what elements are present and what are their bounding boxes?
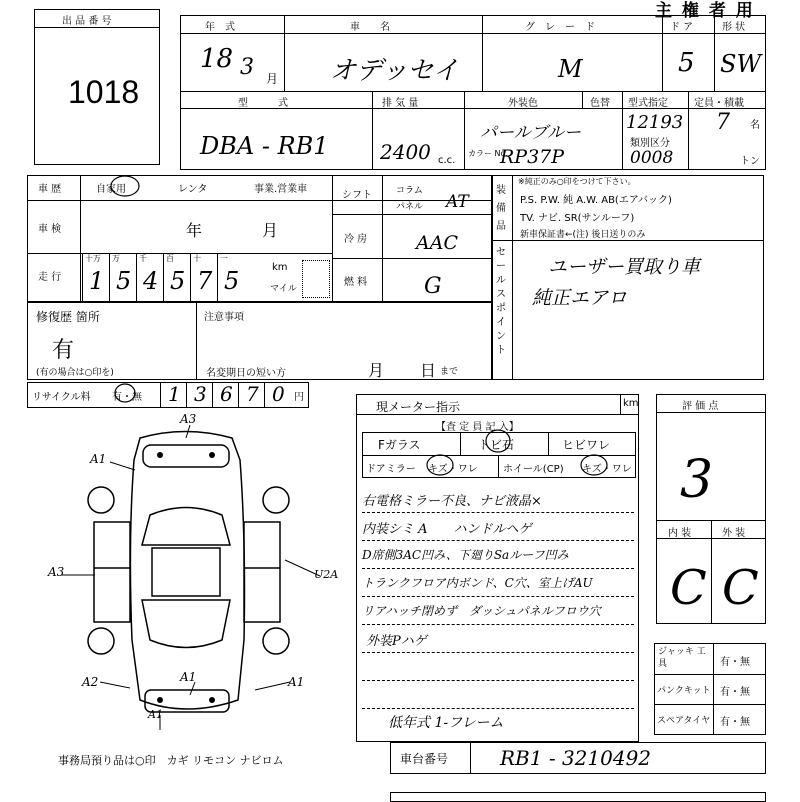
mileage-digit-cell <box>163 253 190 302</box>
diagram-footer: 事務局預り品は○印 カギ リモコン ナビロム <box>58 754 284 767</box>
recycle-unit: 円 <box>294 392 304 403</box>
mileage-digit-cell <box>217 253 244 302</box>
grade-label: グ レ ー ド <box>525 22 595 33</box>
shift-option-column: コラム <box>396 186 423 196</box>
grade-value: M <box>558 55 583 83</box>
recycle-digit: 0 <box>272 382 285 406</box>
recycle-digit: 7 <box>246 382 259 406</box>
capacity-label: 定員・積載 <box>694 98 744 109</box>
tool-repair-kit-options: 有・無 <box>720 687 750 698</box>
mark-rear: A1 <box>148 708 163 721</box>
interior-score: C <box>670 560 707 616</box>
displacement-label: 排 気 量 <box>382 98 419 109</box>
frame-note: 低年式 1-フレーム <box>388 715 504 731</box>
tool-jack-options: 有・無 <box>720 657 750 668</box>
shift-value: AT <box>446 192 469 212</box>
mileage-unit-label: 万 <box>112 254 120 263</box>
mark-left-side: A3 <box>48 565 65 579</box>
note-line-2: 内装シミ A ハンドルヘゲ <box>362 522 532 537</box>
color-change-label: 色替 <box>590 98 610 109</box>
mileage-digit: 5 <box>170 267 186 295</box>
history-option-private: 自家用 <box>96 184 126 195</box>
mark-right-side: U2A <box>314 568 339 581</box>
mileage-digit-cell <box>109 253 136 302</box>
chassis-label: 車台番号 <box>400 752 449 766</box>
mark-rear-right: A1 <box>288 675 305 689</box>
mirror-value: キズ・ワレ <box>428 464 478 475</box>
recycle-digit-cell <box>212 382 238 408</box>
meter-label: 現メーター指示 <box>376 400 461 414</box>
year-value: 18 <box>200 44 234 74</box>
caution-label: 注意事項 <box>204 312 244 323</box>
mark-front: A3 <box>180 412 197 426</box>
ac-label: 冷 房 <box>344 234 368 245</box>
month-value: 3 <box>240 55 254 80</box>
exterior-score: C <box>722 560 759 616</box>
history-option-business: 事業.営業車 <box>254 184 308 195</box>
equipment-note: ※純正のみ○印をつけて下さい。 <box>518 177 636 186</box>
lot-number: 1018 <box>68 74 140 110</box>
mileage-check-box <box>302 260 330 298</box>
equipment-line3: 新車保証書←(注) 後日送りのみ <box>520 230 646 240</box>
inspector-label: 【査 定 員 記 入】 <box>436 422 519 433</box>
car-name-label: 車 名 <box>350 22 390 33</box>
lot-number-label: 出 品 番 号 <box>62 16 112 27</box>
mile-label: マイル <box>270 284 297 294</box>
mark-rear-center: A1 <box>180 670 197 684</box>
shaken-year: 年 <box>186 221 203 240</box>
displacement-value: 2400 <box>380 140 431 164</box>
fuel-label: 燃 料 <box>344 277 368 288</box>
mileage-digit-cell <box>82 253 109 302</box>
bottom-box <box>390 792 766 802</box>
equipment-line1: P.S. P.W. 純 A.W. AB(エアバック) <box>520 195 672 206</box>
recycle-digit: 3 <box>194 382 207 406</box>
displacement-unit: c.c. <box>438 155 456 166</box>
body-type-value: SW <box>720 50 762 78</box>
equipment-label: 装 備 品 <box>496 185 506 232</box>
name-change-until: まで <box>440 367 459 377</box>
mileage-unit-label: 一 <box>220 254 228 263</box>
capacity-unit: 名 <box>750 120 760 131</box>
doors-value: 5 <box>678 48 695 78</box>
recycle-digit-cell <box>264 382 290 408</box>
recycle-digit-cell <box>238 382 264 408</box>
meter-km: km <box>623 398 639 409</box>
doors-label: ド ア <box>670 22 694 33</box>
month-unit: 月 <box>266 72 279 86</box>
load-unit: トン <box>740 156 760 167</box>
tool-spare-tire-label: スペアタイヤ <box>657 716 711 726</box>
ac-value: AAC <box>416 232 458 254</box>
recycle-digit-cell <box>186 382 212 408</box>
exterior-color-label: 外装色 <box>508 98 538 109</box>
mark-front-left: A1 <box>90 452 107 466</box>
repair-label: 修復歴 箇所 <box>36 310 100 324</box>
recycle-digit: 1 <box>168 382 181 406</box>
note-line-4: トランクフロア内ボンド、C穴、室上げAU <box>362 576 593 590</box>
color-value: パールブルー <box>480 123 581 143</box>
model-value: DBA - RB1 <box>200 132 329 160</box>
note-line-1: 右電格ミラー不良、ナビ液晶× <box>362 494 542 509</box>
tool-spare-tire-options: 有・無 <box>720 717 750 728</box>
km-label: km <box>272 262 288 273</box>
sales-point-line2: 純正エアロ <box>532 287 628 309</box>
document-title: 主 権 者 用 <box>655 1 755 21</box>
mileage-digit: 1 <box>89 267 105 295</box>
hibiware-label: ヒビワレ <box>562 438 611 452</box>
fglass-label: Fガラス <box>378 438 421 452</box>
equipment-line2: TV. ナビ. SR(サンルーフ) <box>520 213 635 224</box>
sales-point-label: セールスポイント <box>496 247 506 356</box>
model-designation-label: 型式指定 <box>628 98 668 109</box>
car-name-value: オデッセイ <box>330 56 459 86</box>
recycle-options: 有・無 <box>112 392 142 403</box>
note-line-6: 外装Pハゲ <box>366 634 427 649</box>
recycle-digit-cell <box>160 382 186 408</box>
shaken-label: 車 検 <box>38 224 62 235</box>
mileage-digit: 5 <box>116 267 132 295</box>
fglass-value: トビ石 <box>478 438 515 452</box>
exterior-label: 外 装 <box>722 528 746 539</box>
mileage-unit-label: 千 <box>139 254 147 263</box>
color-no-label: カラー No. <box>468 149 508 158</box>
sales-point-line1: ユーザー買取り車 <box>548 256 701 278</box>
name-change-label: 名変期日の短い方 <box>206 368 286 379</box>
history-label: 車 歴 <box>38 184 62 195</box>
mirror-label: ドアミラー <box>366 464 416 475</box>
class-label: 類別区分 <box>630 138 670 149</box>
shaken-month: 月 <box>262 221 279 240</box>
tool-jack-label: ジャッキ 工 具 <box>658 647 706 669</box>
class-value: 0008 <box>630 148 674 168</box>
mileage-digit-cell <box>190 253 217 302</box>
repair-note: (有の場合は○印を) <box>36 368 114 378</box>
wheel-label: ホイール(CP) <box>503 464 564 475</box>
mark-rear-left: A2 <box>82 675 99 689</box>
shift-label: シフト <box>342 190 372 201</box>
mileage-digit-cell <box>136 253 163 302</box>
recycle-digit: 6 <box>220 382 233 406</box>
repair-value: 有 <box>52 338 75 363</box>
mileage-digit: 5 <box>224 267 240 295</box>
mileage-unit-label: 十万 <box>85 254 101 263</box>
wheel-value: キズ・ワレ <box>582 464 632 475</box>
note-line-3: D席側3AC凹み、下廻りSaルーフ凹み <box>362 548 569 562</box>
score-value: 3 <box>680 450 714 510</box>
shift-option-panel: パネル <box>396 202 424 212</box>
tool-repair-kit-label: パンクキット <box>657 686 711 696</box>
history-option-rental: レンタ <box>178 184 208 195</box>
model-label: 型 式 <box>238 98 288 109</box>
fuel-value: G <box>424 274 442 299</box>
note-line-5: リアハッチ閉めず ダッシュパネルフロウ穴 <box>362 604 601 618</box>
year-label: 年 式 <box>205 22 235 33</box>
mileage-label: 走 行 <box>38 272 62 283</box>
mileage-digit: 4 <box>143 267 159 295</box>
color-no-value: RP37P <box>500 146 565 168</box>
recycle-label: リサイクル料 <box>32 392 91 403</box>
mileage-digit: 7 <box>197 267 213 295</box>
mileage-unit-label: 十 <box>193 254 201 263</box>
score-label: 評 価 点 <box>682 401 719 412</box>
model-designation-value: 12193 <box>626 112 684 133</box>
interior-label: 内 装 <box>668 528 692 539</box>
chassis-value: RB1 - 3210492 <box>500 746 652 770</box>
body-type-label: 形 状 <box>722 22 746 33</box>
name-change-day: 日 <box>420 361 437 380</box>
capacity-value: 7 <box>716 110 730 135</box>
mileage-unit-label: 百 <box>166 254 174 263</box>
name-change-month: 月 <box>368 361 385 380</box>
